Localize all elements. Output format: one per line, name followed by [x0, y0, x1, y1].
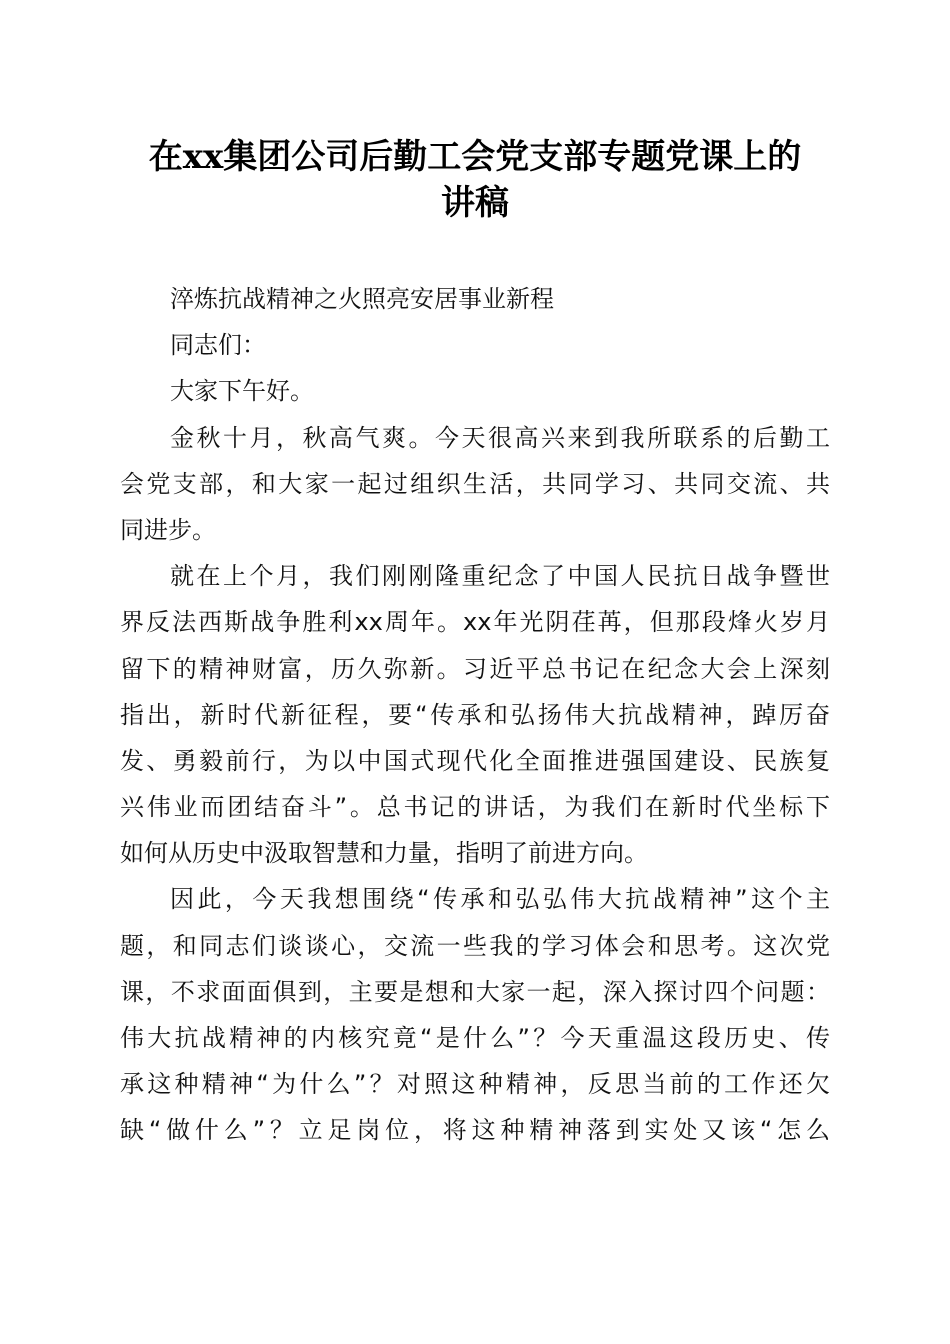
paragraph-line: 缺“做什么”？立足岗位，将这种精神落到实处又该“怎么	[120, 1116, 830, 1145]
document-title	[120, 134, 830, 226]
document-body	[120, 276, 830, 1154]
paragraph-line: 同进步。	[120, 515, 216, 544]
salutation: 同志们：	[170, 331, 266, 360]
paragraph-1	[120, 415, 830, 554]
paragraph-line: 如何从历史中汲取智慧和力量，指明了前进方向。	[120, 839, 648, 868]
paragraph-line: 兴伟业而团结奋斗”。总书记的讲话，为我们在新时代坐标下	[120, 793, 830, 822]
paragraph-line: 题，和同志们谈谈心，交流一些我的学习体会和思考。这次党	[120, 931, 830, 960]
paragraph-line: 承这种精神“为什么”？对照这种精神，反思当前的工作还欠	[120, 1070, 830, 1099]
paragraph-3	[120, 876, 830, 1153]
paragraph-line: 指出，新时代新征程，要“传承和弘扬伟大抗战精神，踔厉奋	[120, 700, 830, 729]
paragraph-line: 就在上个月，我们刚刚隆重纪念了中国人民抗日战争暨世	[170, 562, 830, 591]
speech-subtitle: 淬炼抗战精神之火照亮安居事业新程	[170, 285, 554, 313]
title-line-1: 在xx集团公司后勤工会党支部专题党课上的	[148, 137, 802, 177]
paragraph-line: 课，不求面面俱到，主要是想和大家一起，深入探讨四个问题：	[120, 977, 830, 1006]
paragraph-line: 伟大抗战精神的内核究竟“是什么”？今天重温这段历史、传	[120, 1024, 830, 1052]
paragraph-line: 发、勇毅前行，为以中国式现代化全面推进强国建设、民族复	[120, 746, 830, 775]
paragraph-line: 界反法西斯战争胜利xx周年。xx年光阴荏苒，但那段烽火岁月	[120, 608, 830, 637]
paragraph-line: 因此，今天我想围绕“传承和弘弘伟大抗战精神”这个主	[170, 885, 830, 914]
paragraph-line: 会党支部，和大家一起过组织生活，共同学习、共同交流、共	[120, 469, 830, 498]
greeting: 大家下午好。	[170, 377, 314, 406]
paragraph-2	[120, 553, 830, 876]
paragraph-line: 留下的精神财富，历久弥新。习近平总书记在纪念大会上深刻	[120, 654, 830, 683]
title-line-2: 讲稿	[441, 183, 509, 223]
paragraph-line: 金秋十月，秋高气爽。今天很高兴来到我所联系的后勤工	[170, 423, 830, 452]
